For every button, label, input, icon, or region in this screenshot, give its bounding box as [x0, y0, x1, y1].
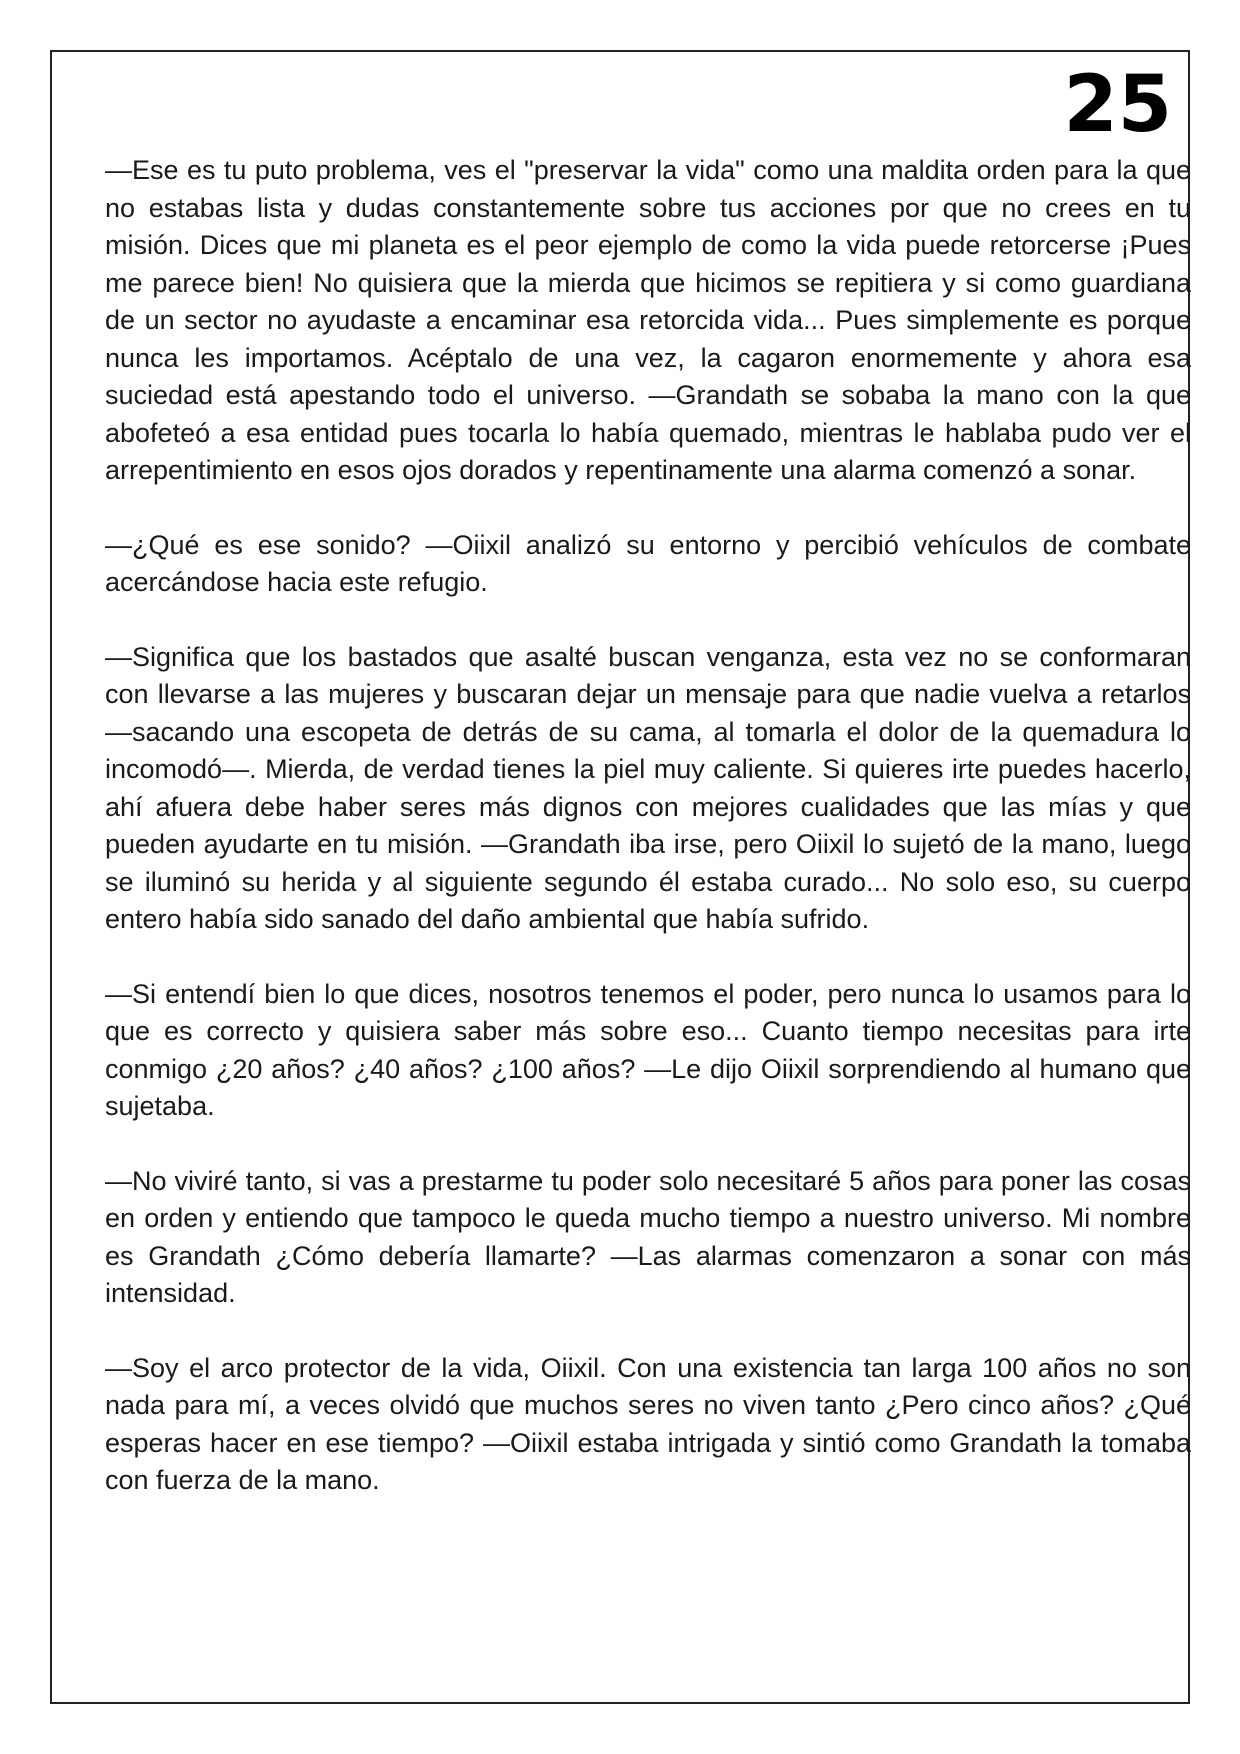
- paragraph: —No viviré tanto, si vas a prestarme tu poder solo necesitaré 5 años para poner las cosas en orden y entiendo que tampoco le queda mucho tiempo a nuestro universo. Mi nombre es Grandath ¿Cómo debería llamarte? —Las alarmas comenzaron a sonar con más intensidad.: [105, 1165, 1191, 1308]
- page-number: 25: [1063, 60, 1172, 150]
- paragraph: —¿Qué es ese sonido? —Oiixil analizó su entorno y percibió vehículos de combate acercándose hacia este refugio.: [105, 529, 1191, 597]
- text-body: [105, 152, 1191, 1537]
- paragraph: —Soy el arco protector de la vida, Oiixil. Con una existencia tan larga 100 años no son nada para mí, a veces olvidó que muchos seres no viven tanto ¿Pero cinco años? ¿Qué esperas hacer en ese tiempo? —Oiixil estaba intrigada y sintió como Grandath la tomaba con fuerza de la mano.: [105, 1352, 1191, 1495]
- paragraph: —Si entendí bien lo que dices, nosotros tenemos el poder, pero nunca lo usamos para lo que es correcto y quisiera saber más sobre eso... Cuanto tiempo necesitas para irte conmigo ¿20 años? ¿40 años? ¿100 años? —Le dijo Oiixil sorprendiendo al humano que sujetaba.: [105, 978, 1191, 1121]
- paragraph: —Significa que los bastados que asalté buscan venganza, esta vez no se conformaran con llevarse a las mujeres y buscaran dejar un mensaje para que nadie vuelva a retarlos —sacando una escopeta de detrás de su cama, al tomarla el dolor de la quemadura lo incomodó—. Mierda, de verdad tienes la piel muy caliente. Si quieres irte puedes hacerlo, ahí afuera debe haber seres más dignos con mejores cualidades que las mías y que pueden ayudarte en tu misión. —Grandath iba irse, pero Oiixil lo sujetó de la mano, luego se iluminó su herida y al siguiente segundo él estaba curado... No solo eso, su cuerpo entero había sido sanado del daño ambiental que había sufrido.: [105, 641, 1191, 934]
- paragraph: —Ese es tu puto problema, ves el "preservar la vida" como una maldita orden para la que no estabas lista y dudas constantemente sobre tus acciones por que no crees en tu misión. Dices que mi planeta es el peor ejemplo de como la vida puede retorcerse ¡Pues me parece bien! No quisiera que la mierda que hicimos se repitiera y si como guardiana de un sector no ayudaste a encaminar esa retorcida vida... Pues simplemente es porque nunca les importamos. Acéptalo de una vez, la cagaron enormemente y ahora esa suciedad está apestando todo el universo. —Grandath se sobaba la mano con la que abofeteó a esa entidad pues tocarla lo había quemado, mientras le hablaba pudo ver el arrepentimiento en esos ojos dorados y repentinamente una alarma comenzó a sonar.: [105, 155, 1191, 485]
- page-frame: [50, 50, 1190, 1704]
